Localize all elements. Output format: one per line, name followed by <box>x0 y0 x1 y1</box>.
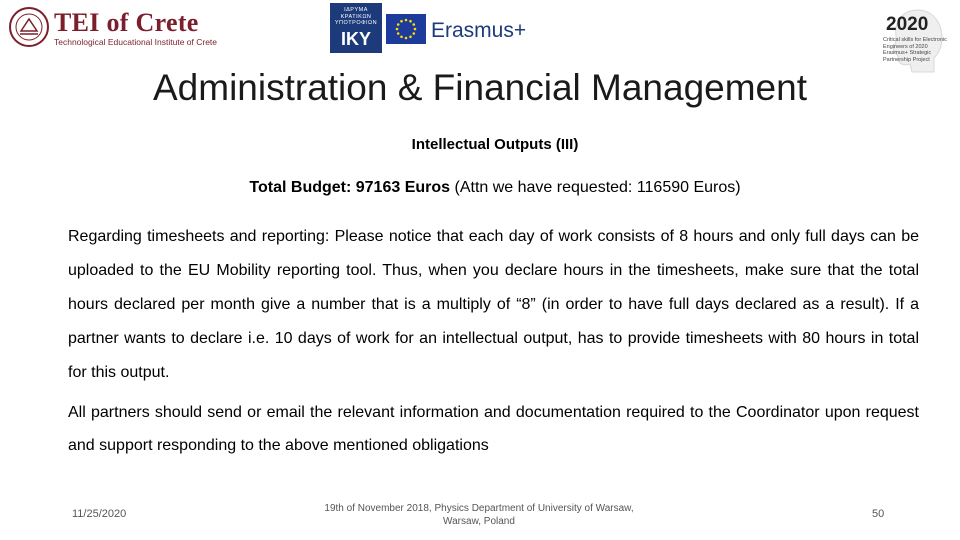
iky-logo-top-text: ΙΔΡΥΜΑ ΚΡΑΤΙΚΩΝ ΥΠΟΤΡΟΦΙΩΝ <box>334 7 378 26</box>
tei-crete-logo <box>8 6 218 50</box>
erasmus-plus-logo: Erasmus+ <box>431 19 527 42</box>
eu-flag-icon <box>386 14 426 44</box>
footer-page-number: 50 <box>872 508 885 520</box>
tei-logo-subtitle: Technological Educational Institute of Crete <box>54 37 218 47</box>
project-logo-subtitle: Critical skills for Electronic Engineers of 2020 Erasmus+ Strategic Partnership Project <box>883 37 947 63</box>
partners-paragraph: All partners should send or email the relevant information and documentation required to the Coordinator upon request and support responding to the above mentioned obligations <box>68 404 919 454</box>
slide-subheading: Intellectual Outputs (III) <box>411 136 579 153</box>
project-2020-logo <box>880 4 956 76</box>
footer-date: 11/25/2020 <box>72 508 127 520</box>
budget-line <box>0 179 960 197</box>
budget-label: Total Budget: 97163 Euros <box>249 179 451 196</box>
budget-note: (Attn we have requested: 116590 Euros) <box>450 179 741 196</box>
slide-title: Administration & Financial Management <box>153 67 807 108</box>
timesheets-paragraph: Regarding timesheets and reporting: Please notice that each day of work consists of 8 hours and only full days can be uploaded to the EU Mobility reporting tool. Thus, when you declare hours in the timesheets, make sure that the total hours declared per month give a number that is a multiply of “8” (in order to have full days declared as a result). If a partner wants to declare i.e. 10 days of work for an intellectual output, has to provide timesheets with 80 hours in total for this output. <box>68 228 919 381</box>
project-logo-title: 2020 <box>886 14 929 35</box>
footer-event: 19th of November 2018, Physics Department of University of Warsaw, Warsaw, Poland <box>324 503 634 527</box>
iky-logo-main-text: IKY <box>340 29 371 49</box>
iky-logo <box>330 3 382 53</box>
tei-seal-icon <box>8 6 50 48</box>
tei-logo-name: TEI of Crete <box>54 8 199 37</box>
